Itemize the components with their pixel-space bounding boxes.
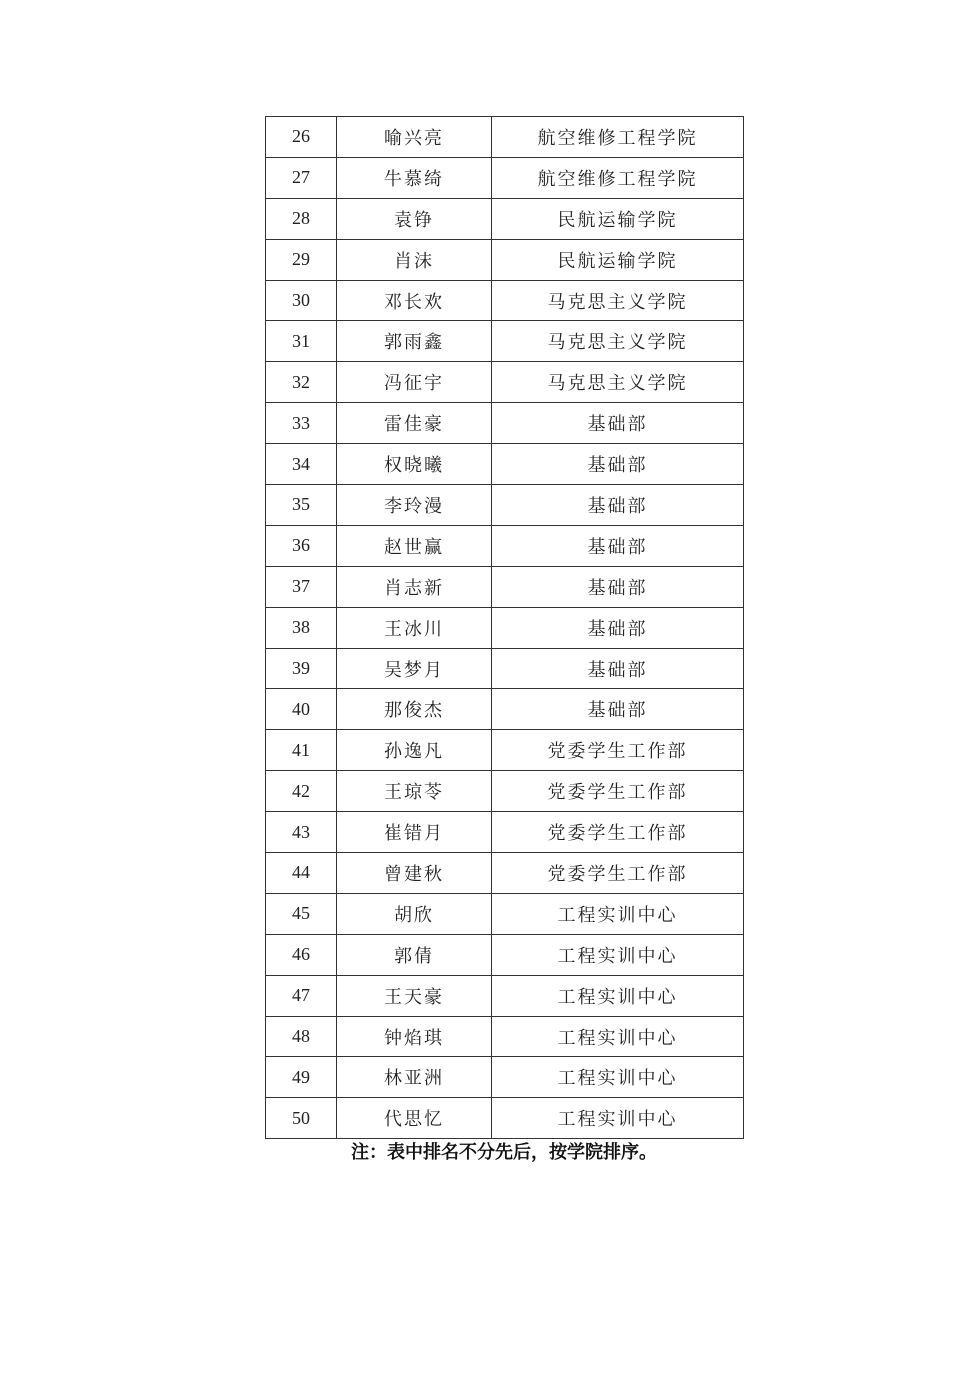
person-name: 曾建秋: [337, 853, 492, 894]
row-number: 31: [266, 321, 337, 362]
roster-table: [265, 116, 744, 1139]
row-number: 40: [266, 689, 337, 730]
table-row: [266, 117, 744, 158]
table-row: [266, 157, 744, 198]
table-row: [266, 1098, 744, 1139]
table-row: [266, 280, 744, 321]
department-name: 工程实训中心: [492, 893, 744, 934]
person-name: 李玲漫: [337, 485, 492, 526]
department-name: 航空维修工程学院: [492, 157, 744, 198]
row-number: 36: [266, 525, 337, 566]
table-row: [266, 853, 744, 894]
person-name: 林亚洲: [337, 1057, 492, 1098]
person-name: 郭雨鑫: [337, 321, 492, 362]
department-name: 工程实训中心: [492, 975, 744, 1016]
person-name: 吴梦月: [337, 648, 492, 689]
person-name: 钟焰琪: [337, 1016, 492, 1057]
row-number: 32: [266, 362, 337, 403]
department-name: 民航运输学院: [492, 198, 744, 239]
row-number: 46: [266, 934, 337, 975]
department-name: 工程实训中心: [492, 1098, 744, 1139]
row-number: 43: [266, 812, 337, 853]
table-row: [266, 566, 744, 607]
person-name: 孙逸凡: [337, 730, 492, 771]
table-row: [266, 648, 744, 689]
table-row: [266, 198, 744, 239]
department-name: 基础部: [492, 648, 744, 689]
department-name: 党委学生工作部: [492, 853, 744, 894]
row-number: 50: [266, 1098, 337, 1139]
department-name: 基础部: [492, 689, 744, 730]
department-name: 基础部: [492, 485, 744, 526]
table-row: [266, 362, 744, 403]
person-name: 赵世赢: [337, 525, 492, 566]
department-name: 党委学生工作部: [492, 771, 744, 812]
table-footnote: 注：表中排名不分先后，按学院排序。: [351, 1142, 657, 1163]
person-name: 王琼苓: [337, 771, 492, 812]
person-name: 胡欣: [337, 893, 492, 934]
person-name: 王冰川: [337, 607, 492, 648]
row-number: 38: [266, 607, 337, 648]
department-name: 基础部: [492, 403, 744, 444]
person-name: 袁铮: [337, 198, 492, 239]
department-name: 民航运输学院: [492, 239, 744, 280]
person-name: 喻兴亮: [337, 117, 492, 158]
table-row: [266, 730, 744, 771]
department-name: 工程实训中心: [492, 934, 744, 975]
person-name: 王天豪: [337, 975, 492, 1016]
table-row: [266, 444, 744, 485]
table-row: [266, 239, 744, 280]
person-name: 肖沫: [337, 239, 492, 280]
row-number: 42: [266, 771, 337, 812]
table-row: [266, 525, 744, 566]
row-number: 26: [266, 117, 337, 158]
row-number: 45: [266, 893, 337, 934]
table-row: [266, 485, 744, 526]
row-number: 39: [266, 648, 337, 689]
table-row: [266, 771, 744, 812]
row-number: 27: [266, 157, 337, 198]
table-row: [266, 1016, 744, 1057]
row-number: 28: [266, 198, 337, 239]
department-name: 工程实训中心: [492, 1057, 744, 1098]
row-number: 30: [266, 280, 337, 321]
table-row: [266, 403, 744, 444]
row-number: 47: [266, 975, 337, 1016]
person-name: 崔错月: [337, 812, 492, 853]
department-name: 工程实训中心: [492, 1016, 744, 1057]
table-row: [266, 607, 744, 648]
department-name: 马克思主义学院: [492, 280, 744, 321]
row-number: 34: [266, 444, 337, 485]
department-name: 基础部: [492, 444, 744, 485]
person-name: 那俊杰: [337, 689, 492, 730]
row-number: 48: [266, 1016, 337, 1057]
row-number: 41: [266, 730, 337, 771]
department-name: 党委学生工作部: [492, 812, 744, 853]
row-number: 49: [266, 1057, 337, 1098]
table-row: [266, 1057, 744, 1098]
table-row: [266, 812, 744, 853]
person-name: 邓长欢: [337, 280, 492, 321]
row-number: 29: [266, 239, 337, 280]
table-row: [266, 893, 744, 934]
department-name: 党委学生工作部: [492, 730, 744, 771]
person-name: 冯征宇: [337, 362, 492, 403]
person-name: 代思忆: [337, 1098, 492, 1139]
row-number: 37: [266, 566, 337, 607]
person-name: 郭倩: [337, 934, 492, 975]
department-name: 马克思主义学院: [492, 321, 744, 362]
department-name: 基础部: [492, 607, 744, 648]
table-row: [266, 321, 744, 362]
table-row: [266, 934, 744, 975]
department-name: 基础部: [492, 525, 744, 566]
row-number: 44: [266, 853, 337, 894]
person-name: 肖志新: [337, 566, 492, 607]
row-number: 35: [266, 485, 337, 526]
roster-table-body: [266, 117, 744, 1139]
row-number: 33: [266, 403, 337, 444]
table-row: [266, 689, 744, 730]
department-name: 航空维修工程学院: [492, 117, 744, 158]
person-name: 雷佳豪: [337, 403, 492, 444]
person-name: 牛慕绮: [337, 157, 492, 198]
person-name: 权晓曦: [337, 444, 492, 485]
table-row: [266, 975, 744, 1016]
department-name: 基础部: [492, 566, 744, 607]
department-name: 马克思主义学院: [492, 362, 744, 403]
